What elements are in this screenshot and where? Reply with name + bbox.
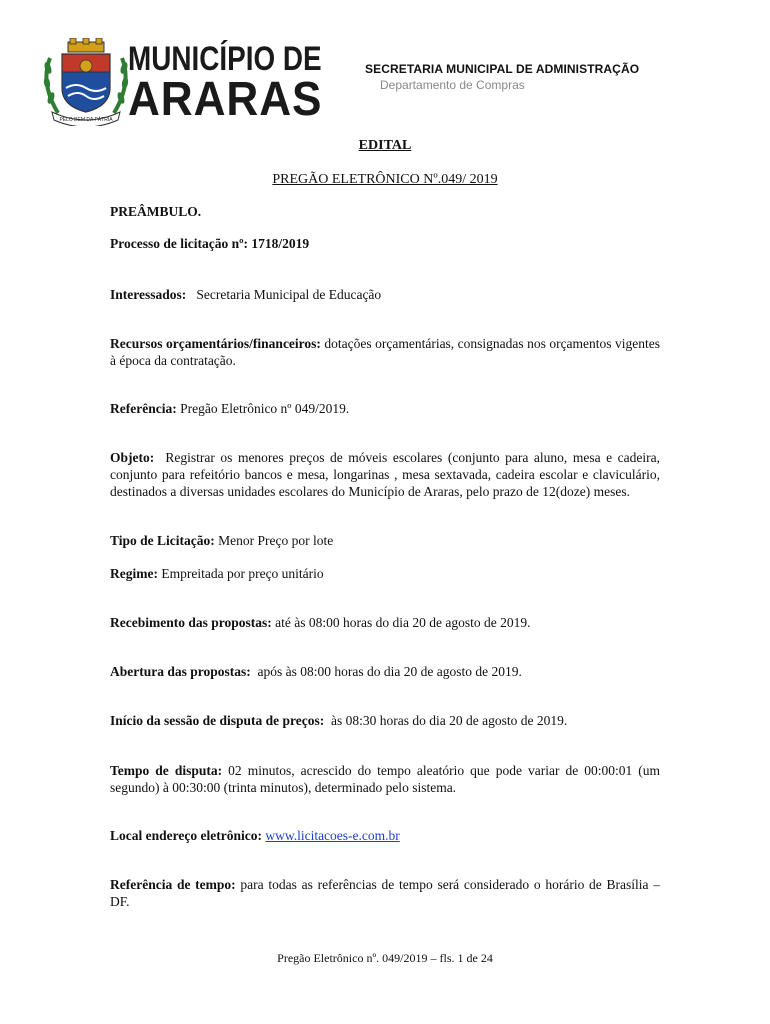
municipality-logo-text [128,42,364,124]
abertura-label: Abertura das propostas: [110,664,251,679]
local-endereco-line [110,827,660,844]
interessados-line [110,286,660,303]
inicio-sessao-line [110,712,660,729]
crest-ribbon-text: PELO BEM DA PÁTRIA [59,117,113,123]
regime-value: Empreitada por preço unitário [161,566,324,581]
preambulo-heading [110,203,660,220]
recebimento-label: Recebimento das propostas: [110,615,272,630]
referencia-label: Referência: [110,401,177,416]
recursos-paragraph [110,335,660,369]
department-block [365,62,639,92]
interessados-label: Interessados: [110,287,187,302]
logo-line-2: ARARAS [128,73,323,126]
abertura-line [110,663,660,680]
recebimento-line [110,614,660,631]
objeto-value: Registrar os menores preços de móveis escolares (conjunto para aluno, mesa e cadeira, conjunto para refeitório bancos e mesa, longarinas , mesa sextavada, cadeira escolar e claviculário, destinados a diversas unidades escolares do Município de Araras, pelo prazo de 12(doze) meses. [110,450,661,499]
processo-text: Processo de licitação nº: 1718/2019 [110,236,310,251]
processo-line [110,235,660,252]
page-footer: Pregão Eletrônico nº. 049/2019 – fls. 1 de 24 [277,951,493,965]
municipal-crest-logo [40,38,132,126]
inicio-value: às 08:30 horas do dia 20 de agosto de 2019. [331,713,568,728]
referencia-value: Pregão Eletrônico nº 049/2019. [180,401,350,416]
document-title: EDITAL [358,138,412,153]
interessados-value: Secretaria Municipal de Educação [196,287,382,302]
recursos-value: dotações orçamentárias, consignadas nos orçamentos vigentes à época da contratação. [110,336,661,368]
abertura-value: após às 08:00 horas do dia 20 de agosto de 2019. [257,664,522,679]
document-subtitle: PREGÃO ELETRÔNICO Nº.049/ 2019 [272,172,498,187]
letterhead [40,38,740,128]
referencia-tempo-paragraph [110,876,660,910]
tempo-disputa-paragraph [110,762,660,796]
inicio-label: Início da sessão de disputa de preços: [110,713,325,728]
local-label: Local endereço eletrônico: [110,828,262,843]
regime-line [110,565,660,582]
logo-line-1: MUNICÍPIO DE [128,40,322,78]
tipo-licitacao-line [110,532,660,549]
objeto-label: Objeto: [110,450,155,465]
referencia-tempo-label: Referência de tempo: [110,877,236,892]
tempo-value: 02 minutos, acrescido do tempo aleatório que pode variar de 00:00:01 (um segundo) à 00:30:00 (trinta minutos), determinado pelo sistema. [110,763,661,795]
referencia-tempo-value: para todas as referências de tempo será considerado o horário de Brasília – DF. [110,877,661,909]
referencia-line [110,400,660,417]
recursos-label: Recursos orçamentários/financeiros: [110,336,321,351]
tipo-label: Tipo de Licitação: [110,533,215,548]
preambulo-text: PREÂMBULO. [110,204,202,219]
secretaria-name: SECRETARIA MUNICIPAL DE ADMINISTRAÇÃO [365,62,640,76]
departamento-name: Departamento de Compras [380,78,525,92]
tipo-value: Menor Preço por lote [218,533,334,548]
recebimento-value: até às 08:00 horas do dia 20 de agosto de 2019. [275,615,531,630]
tempo-label: Tempo de disputa: [110,763,223,778]
licitacoes-link[interactable]: www.licitacoes-e.com.br [265,828,400,843]
regime-label: Regime: [110,566,158,581]
objeto-paragraph [110,449,660,500]
